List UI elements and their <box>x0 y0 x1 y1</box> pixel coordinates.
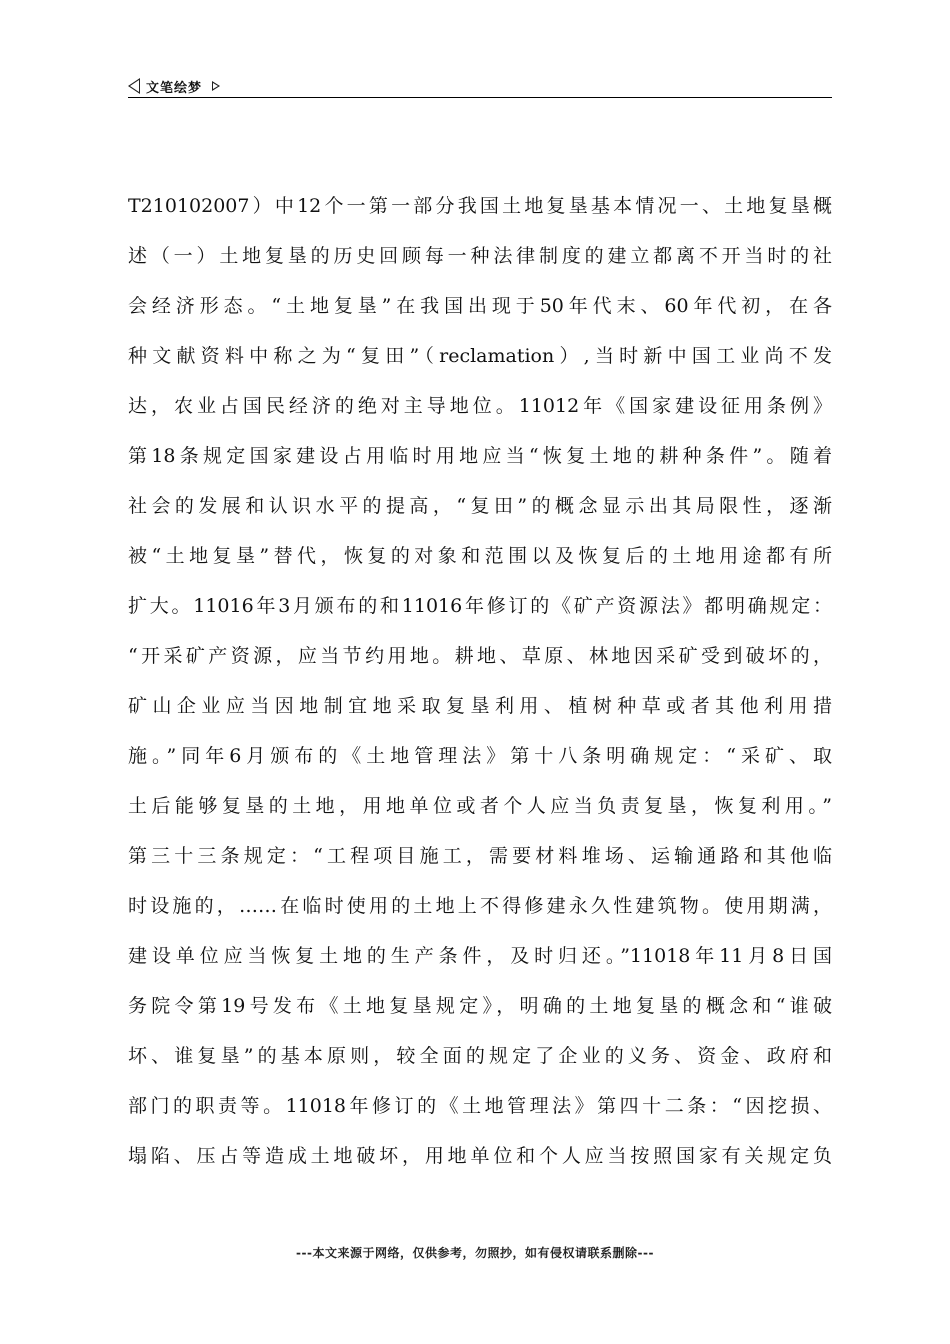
body-line: “开采矿产资源，应当节约用地。耕地、草原、林地因采矿受到破坏的， <box>128 645 832 667</box>
body-line: 被“土地复垦”替代，恢复的对象和范围以及恢复后的土地用途都有所 <box>128 545 832 567</box>
body-line: 塌陷、压占等造成土地破坏，用地单位和个人应当按照国家有关规定负 <box>128 1145 832 1167</box>
brand-name: 文笔绘梦 <box>146 80 203 96</box>
body-line: 第18条规定国家建设占用临时用地应当“恢复土地的耕种条件”。随着 <box>128 445 832 467</box>
body-line: 部门的职责等。11018年修订的《土地管理法》第四十二条：“因挖损、 <box>128 1095 832 1117</box>
body-line: 第三十三条规定：“工程项目施工，需要材料堆场、运输通路和其他临 <box>128 845 832 867</box>
document-body <box>128 188 832 1188</box>
body-line: 述（一）土地复垦的历史回顾每一种法律制度的建立都离不开当时的社 <box>128 245 832 267</box>
body-line: 社会的发展和认识水平的提高，“复田”的概念显示出其局限性，逐渐 <box>128 495 832 517</box>
body-line: 达，农业占国民经济的绝对主导地位。11012年《国家建设征用条例》 <box>128 395 832 417</box>
header-divider <box>128 97 832 98</box>
triangle-left-icon <box>128 78 140 94</box>
body-line: 会经济形态。“土地复垦”在我国出现于50年代末、60年代初，在各 <box>128 295 832 317</box>
footer-notice: ---本文来源于网络，仅供参考，勿照抄，如有侵权请联系删除--- <box>296 1246 654 1260</box>
body-line: 矿山企业应当因地制宜地采取复垦利用、植树种草或者其他利用措 <box>128 695 832 717</box>
body-line: T210102007）中12个一第一部分我国土地复垦基本情况一、土地复垦概 <box>128 195 832 217</box>
body-line: 坏、谁复垦”的基本原则，较全面的规定了企业的义务、资金、政府和 <box>128 1045 832 1067</box>
body-line: 务院令第19号发布《土地复垦规定》，明确的土地复垦的概念和“谁破 <box>128 995 832 1017</box>
body-line: 种文献资料中称之为“复田”（reclamation）,当时新中国工业尚不发 <box>128 345 832 367</box>
body-line: 建设单位应当恢复土地的生产条件，及时归还。”11018年11月8日国 <box>128 945 832 967</box>
page-header <box>128 74 832 98</box>
body-line: 扩大。11016年3月颁布的和11016年修订的《矿产资源法》都明确规定： <box>128 595 832 617</box>
triangle-right-icon <box>212 81 220 91</box>
body-line: 施。”同年6月颁布的《土地管理法》第十八条明确规定：“采矿、取 <box>128 745 832 767</box>
body-line: 土后能够复垦的土地，用地单位或者个人应当负责复垦，恢复利用。” <box>128 795 832 817</box>
body-line: 时设施的，……在临时使用的土地上不得修建永久性建筑物。使用期满， <box>128 895 832 917</box>
